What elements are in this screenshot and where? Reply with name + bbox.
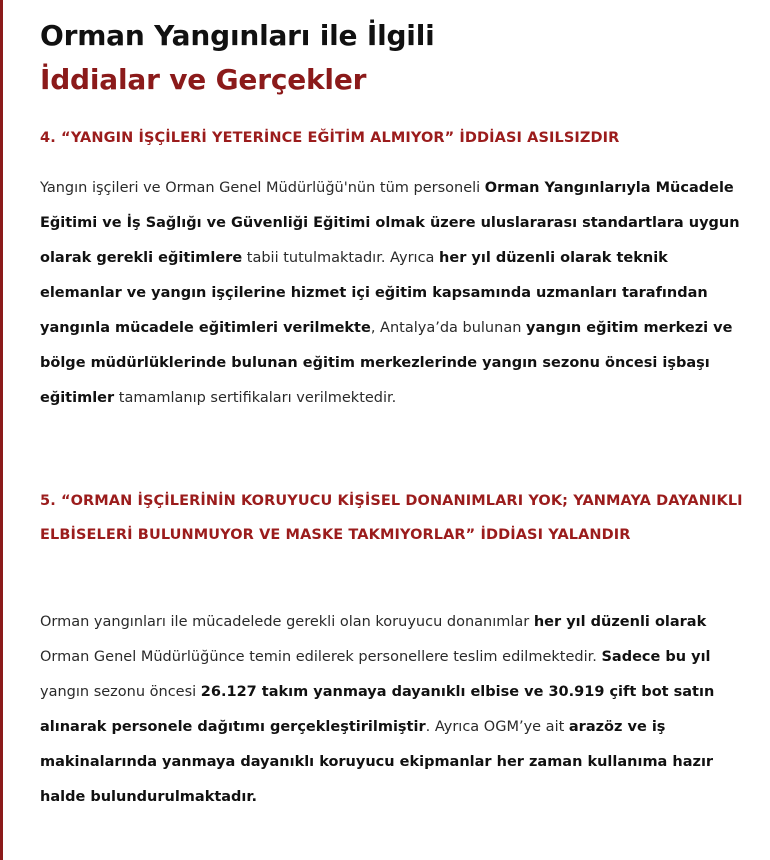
section-5-heading: 5. “ORMAN İŞÇİLERİNİN KORUYUCU KİŞİSEL DONANIMLARI YOK; YANMAYA DAYANIKLI ELBİSELERİ BULUNMUYOR VE MASKE TAKMIYORLAR” İDDİASI YALANDIR bbox=[40, 493, 743, 543]
section-4-text: tamamlanıp sertifikaları verilmektedir. bbox=[114, 390, 397, 406]
title-line-1: Orman Yangınları ile İlgili bbox=[40, 19, 435, 52]
section-5-paragraph bbox=[40, 605, 745, 815]
section-4-text: , Antalya’da bulunan bbox=[370, 320, 527, 336]
article-content bbox=[40, 14, 745, 805]
section-5-bold-text: arazöz ve iş makinalarında yanmaya dayanıklı koruyucu ekipmanlar her zaman kullanıma hazır halde bulundurulmaktadır. bbox=[40, 719, 714, 805]
page-title bbox=[40, 14, 745, 102]
section-5-text: Orman yangınları ile mücadelede gerekli olan koruyucu donanımlar bbox=[40, 614, 534, 630]
section-5-text: . Ayrıca OGM’ye ait bbox=[425, 719, 569, 735]
section-4-bold-text: Orman Yangınlarıyla Mücadele Eğitimi ve İş Sağlığı ve Güvenliği Eğitimi olmak üzere uluslararası standartlara uygun olarak gerekli eğitimlere bbox=[40, 180, 740, 266]
section-5-bold-text: Sadece bu yıl bbox=[601, 649, 711, 665]
section-5-bold-text: 26.127 takım yanmaya dayanıklı elbise ve 30.919 çift bot satın alınarak personele dağıtımı gerçekleştirilmiştir bbox=[40, 684, 715, 735]
section-4-heading: 4. “YANGIN İŞÇİLERİ YETERİNCE EĞİTİM ALMIYOR” İDDİASI ASILSIZDIR bbox=[40, 130, 620, 146]
section-4-text: Yangın işçileri ve Orman Genel Müdürlüğü'nün tüm personeli bbox=[40, 180, 485, 196]
section-4-bold-text: yangın eğitim merkezi ve bölge müdürlüklerinde bulunan eğitim merkezlerinde yangın sezonu öncesi işbaşı eğitimler bbox=[40, 320, 733, 406]
title-line-2: İddialar ve Gerçekler bbox=[40, 63, 367, 96]
section-5-bold-text: her yıl düzenli olarak bbox=[533, 614, 707, 630]
section-5-text: yangın sezonu öncesi bbox=[40, 684, 201, 700]
section-4-paragraph bbox=[40, 171, 745, 416]
left-accent-rule bbox=[0, 0, 3, 860]
section-5-text: Orman Genel Müdürlüğünce temin edilerek personellere teslim edilmektedir. bbox=[40, 649, 602, 665]
section-4-text: tabii tutulmaktadır. Ayrıca bbox=[242, 250, 440, 266]
section-4-bold-text: her yıl düzenli olarak teknik elemanlar ve yangın işçilerine hizmet içi eğitim kapsamında uzmanları tarafından yangınla mücadele eğitimleri verilmekte bbox=[40, 250, 708, 336]
